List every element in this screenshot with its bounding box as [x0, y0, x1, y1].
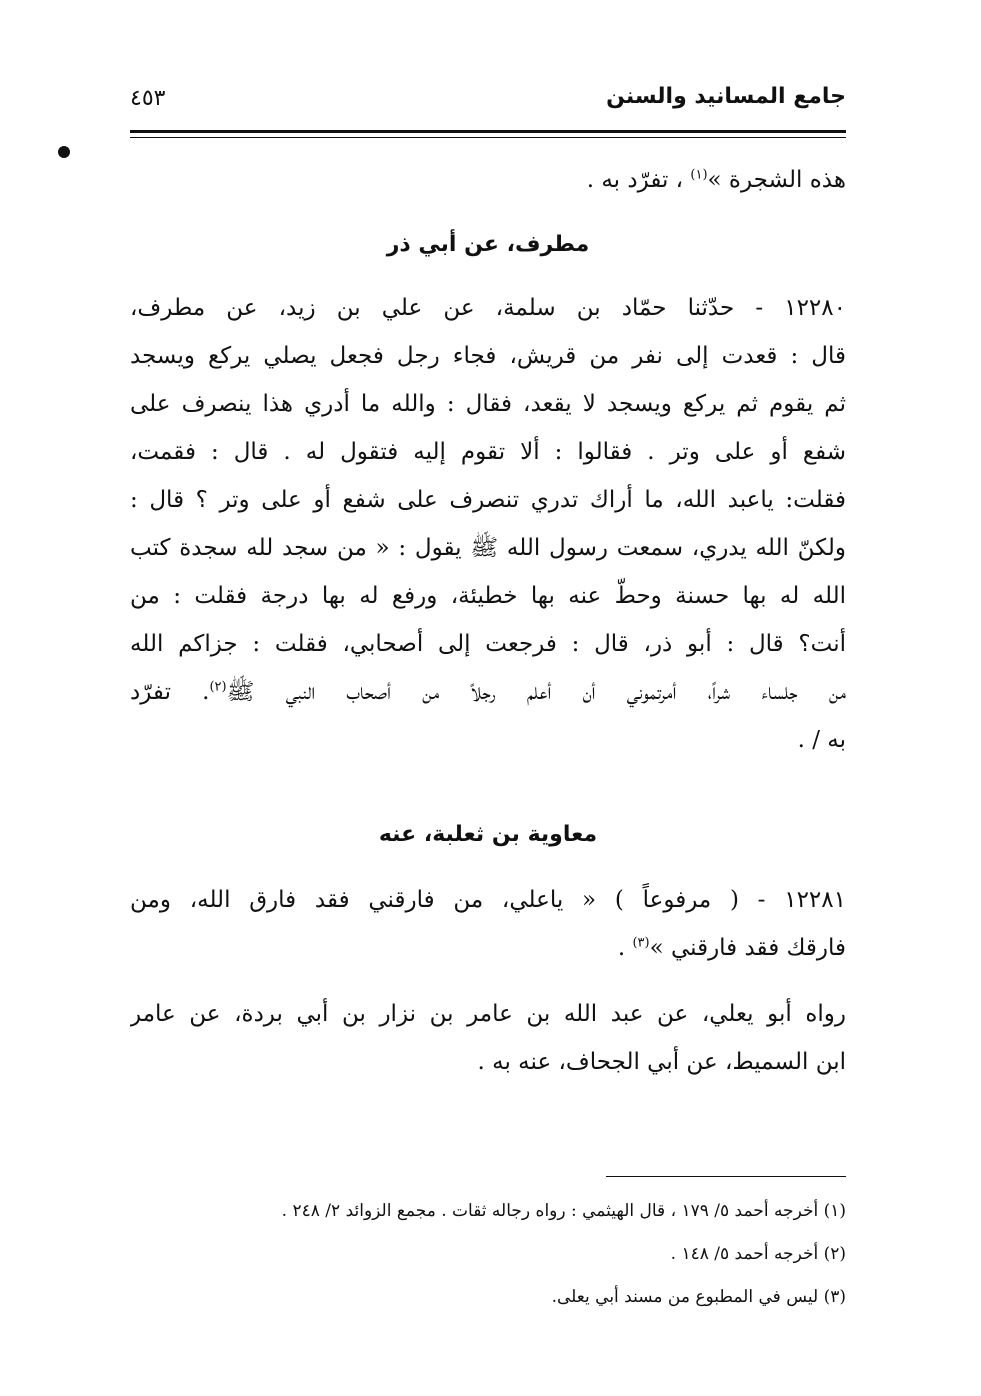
page-header [130, 80, 846, 120]
footnote-2: (٢) أخرجه أحمد ٥/ ١٤٨ . [670, 1244, 846, 1264]
intro-paragraph [130, 156, 846, 204]
hadith-line-text-end: . تفرّد [130, 679, 210, 705]
footnote-separator [606, 1176, 846, 1177]
running-title: جامع المسانيد والسنن [606, 84, 846, 109]
footnote-ref-2: (٢) [209, 679, 227, 695]
page-number: ٤٥٣ [130, 86, 166, 111]
narration-paragraph [130, 990, 846, 1086]
hadith-line [130, 924, 846, 972]
footnote-3: (٣) ليس في المطبوع من مسند أبي يعلى. [551, 1287, 846, 1307]
header-rule-thick [130, 130, 846, 133]
hadith-line: ١٢٢٨٠ - حدّثنا حمّاد بن سلمة، عن علي بن زيد، عن مطرف، [130, 295, 846, 321]
intro-text: هذه الشجرة » [707, 167, 846, 193]
hadith-line: ثم يقوم ثم يركع ويسجد لا يقعد، فقال : والله ما أدري هذا ينصرف على [130, 391, 846, 417]
intro-line [130, 156, 846, 204]
hadith-line: ولكنّ الله يدري، سمعت رسول الله ﷺ يقول : « من سجد لله سجدة كتب [130, 535, 846, 561]
section-heading-mutarrif: مطرف، عن أبي ذر [386, 232, 590, 257]
hadith-line-text: من جلساء شراً، أمرتموني أن أعلم رجلاً من أصحاب النبي ﷺ [226, 679, 846, 705]
hadith-line: الله له بها حسنة وحطّ عنه بها خطيئة، ورفع له بها درجة فقلت : من [130, 583, 846, 609]
hadith-line: ١٢٢٨١ - ( مرفوعاً ) « ياعلي، من فارقني فقد فارق الله، ومن [130, 887, 846, 913]
hadith-line-text-end: . [617, 935, 633, 961]
hadith-12280 [130, 284, 846, 764]
hadith-line: فقلت: ياعبد الله، ما أراك تدري تنصرف على شفع أو على وتر ؟ قال : [130, 487, 846, 513]
footnotes [130, 1190, 846, 1319]
hadith-line: أنت؟ قال : أبو ذر، قال : فرجعت إلى أصحابي، فقلت : جزاكم الله [130, 631, 846, 657]
hadith-line: به / . [797, 727, 846, 753]
section-heading-muawiya: معاوية بن ثعلبة، عنه [378, 822, 598, 847]
footnote-ref-1: (١) [690, 167, 708, 183]
narration-line: رواه أبو يعلي، عن عبد الله بن عامر بن نزار بن أبي بردة، عن عامر [130, 1001, 846, 1027]
hadith-line: قال : قعدت إلى نفر من قريش، فجاء رجل فجعل يصلي يركع ويسجد [130, 343, 846, 369]
ink-spot [58, 146, 70, 158]
hadith-line: شفع أو على وتر . فقالوا : ألا تقوم إليه فتقول له . قال : فقمت، [130, 439, 846, 465]
hadith-12281 [130, 876, 846, 972]
narration-line: ابن السميط، عن أبي الجحاف، عنه به . [477, 1049, 846, 1075]
footnote-ref-3: (٣) [632, 935, 650, 951]
hadith-line [130, 668, 846, 716]
header-rule-thin [130, 137, 846, 138]
hadith-line-text: فارقك فقد فارقني » [649, 935, 846, 961]
intro-text-end: ، تفرّد به . [586, 167, 691, 193]
footnote-1: (١) أخرجه أحمد ٥/ ١٧٩ ، قال الهيثمي : رواه رجاله ثقات . مجمع الزوائد ٢/ ٢٤٨ . [281, 1201, 846, 1221]
